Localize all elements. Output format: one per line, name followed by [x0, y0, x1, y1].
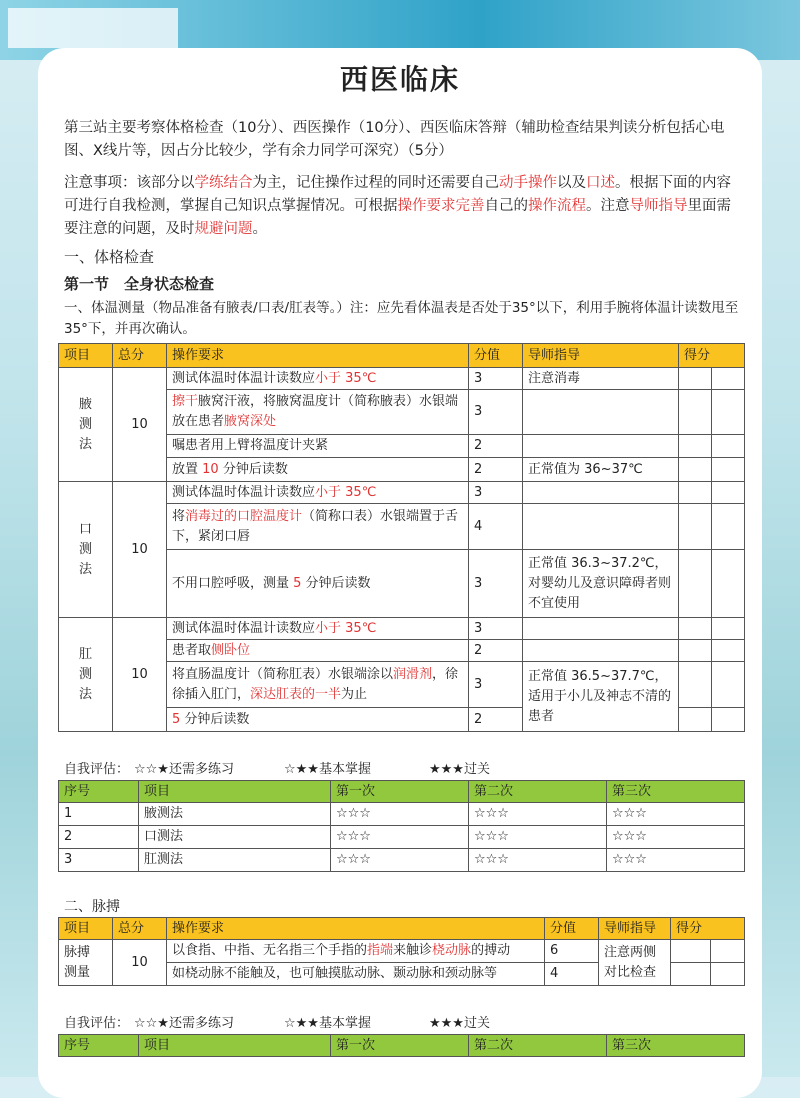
method-oral: 口 测 法	[59, 482, 113, 618]
self-eval-legend-1: 自我评估： ☆☆★还需多练习 ☆★★基本掌握 ★★★过关	[64, 762, 490, 777]
table-row: 2 口测法 ☆☆☆ ☆☆☆ ☆☆☆	[59, 826, 745, 849]
section-physical-exam: 一、体格检查	[64, 248, 155, 266]
pulse-table	[58, 917, 745, 986]
method-pulse: 脉搏 测量	[59, 940, 113, 986]
table-row: 3 肛测法 ☆☆☆ ☆☆☆ ☆☆☆	[59, 849, 745, 872]
self-eval-table-2	[58, 1034, 745, 1057]
intro-paragraph: 第三站主要考察体格检查（10分）、西医操作（10分）、西医临床答辩（辅助检查结果判读分析包括心电图、X线片等，因占分比较少，学有余力同学可深究）（5分）	[64, 120, 725, 159]
temperature-note: 一、体温测量（物品准备有腋表/口表/肛表等。）注：应先看体温表是否处于35°以下，利用手腕将体温计读数甩至35°下，并再次确认。	[64, 300, 739, 337]
self-eval-legend-2: 自我评估： ☆☆★还需多练习 ☆★★基本掌握 ★★★过关	[64, 1016, 490, 1031]
chapter-general-status: 第一节 全身状态检查	[64, 275, 215, 293]
table-row: 将直肠温度计（简称肛表）水银端涂以润滑剂，徐徐插入肛门，深达肛表的一半为止 3 正常值 36.5~37.7℃，适用于小儿及神志不清的患者	[59, 662, 745, 708]
watermark-patch	[8, 8, 178, 48]
table-header-row: 序号 项目 第一次 第二次 第三次	[59, 1035, 745, 1057]
table-header-row: 项目 总分 操作要求 分值 导师指导 得分	[59, 918, 745, 940]
table-row: 将消毒过的口腔温度计（简称口表）水银端置于舌下，紧闭口唇 4	[59, 504, 745, 550]
table-row: 放置 10 分钟后读数 2 正常值为 36~37℃	[59, 458, 745, 482]
section-pulse: 二、脉搏	[64, 899, 120, 915]
table-row: 1 腋测法 ☆☆☆ ☆☆☆ ☆☆☆	[59, 803, 745, 826]
temperature-table	[58, 343, 745, 732]
table-header-row: 项目 总分 操作要求 分值 导师指导 得分	[59, 344, 745, 368]
table-row: 擦干腋窝汗液，将腋窝温度计（简称腋表）水银端放在患者腋窝深处 3	[59, 390, 745, 435]
table-row: 肛 测 法 10 测试体温时体温计读数应小于 35℃ 3	[59, 618, 745, 640]
table-row: 口 测 法 10 测试体温时体温计读数应小于 35℃ 3	[59, 482, 745, 504]
page-title: 西医临床	[339, 63, 460, 96]
method-rectal: 肛 测 法	[59, 618, 113, 732]
table-row: 患者取侧卧位 2	[59, 640, 745, 662]
table-row: 嘱患者用上臂将温度计夹紧 2	[59, 435, 745, 458]
self-eval-table-1	[58, 780, 745, 872]
table-row: 如桡动脉不能触及，也可触摸肱动脉、颞动脉和颈动脉等 4	[59, 963, 745, 986]
table-row: 5 分钟后读数 2	[59, 708, 745, 732]
table-header-row: 序号 项目 第一次 第二次 第三次	[59, 781, 745, 803]
table-row: 不用口腔呼吸，测量 5 分钟后读数 3 正常值 36.3~37.2℃，对婴幼儿及意识障碍者则不宜使用	[59, 550, 745, 618]
notice-paragraph: 注意事项：该部分以学练结合为主，记住操作过程的同时还需要自己动手操作以及口述。根据下面的内容可进行自我检测，掌握自己知识点掌握情况。可根据操作要求完善自己的操作流程。注意导师指导里面需要注意的问题，及时规避问题。	[64, 175, 731, 237]
table-row: 脉搏 测量 10 以食指、中指、无名指三个手指的指端来触诊桡动脉的搏动 6 注意两侧 对比检查	[59, 940, 745, 963]
method-axillary: 腋 测 法	[59, 368, 113, 482]
table-row: 腋 测 法 10 测试体温时体温计读数应小于 35℃ 3 注意消毒	[59, 368, 745, 390]
